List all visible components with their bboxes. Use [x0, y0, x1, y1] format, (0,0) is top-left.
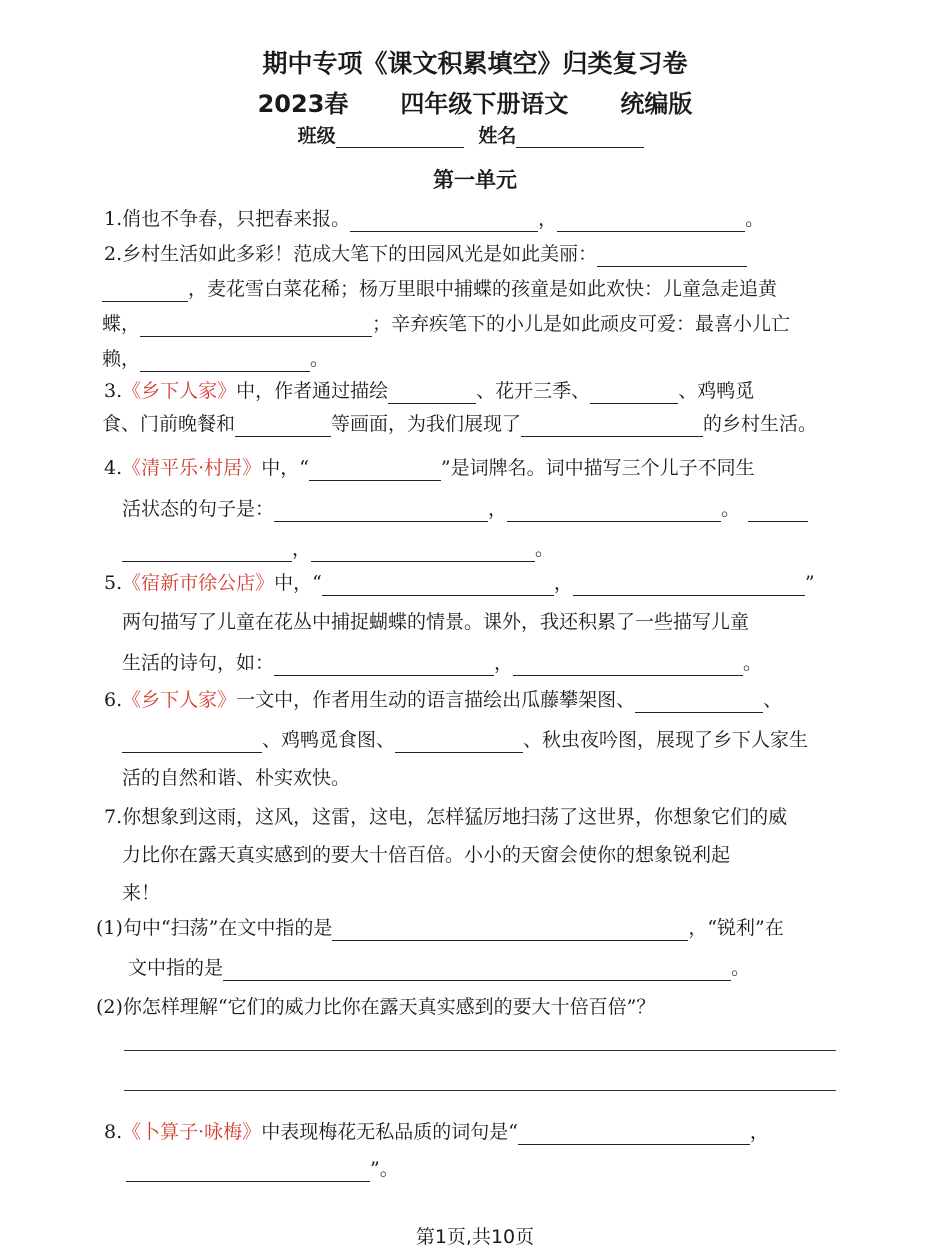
question-7-line-2: 力比你在露天真实感到的要大十倍百倍。小小的天窗会使你的想象锐利起 [122, 844, 731, 866]
answer-blank[interactable] [573, 573, 805, 596]
answer-blank[interactable] [140, 349, 310, 372]
question-7-sub-2: (2)你怎样理解“它们的威力比你在露天真实感到的要大十倍百倍”？ [96, 996, 656, 1018]
question-5-line-3: 生活的诗句，如： ， 。 [122, 652, 763, 674]
answer-blank[interactable] [140, 314, 372, 337]
student-info-row [0, 121, 950, 148]
answer-blank[interactable] [635, 690, 763, 713]
answer-blank[interactable] [102, 279, 188, 302]
question-4-line-2: 活状态的句子是： ， 。 [122, 496, 808, 522]
lesson-title: 《乡下人家》 [122, 689, 237, 711]
unit-title: 第一单元 [433, 168, 517, 192]
class-blank[interactable] [336, 127, 464, 148]
question-2-line-4: 赖， 。 [102, 348, 330, 370]
answer-line[interactable] [124, 1050, 836, 1051]
question-3: 3.《乡下人家》中，作者通过描绘 、花开三季、 、鸡鸭觅 [104, 380, 755, 402]
answer-blank[interactable] [309, 458, 441, 481]
answer-blank[interactable] [122, 730, 262, 753]
answer-blank[interactable] [590, 381, 678, 404]
question-8: 8.《卜算子·咏梅》中表现梅花无私品质的词句是“ ， [104, 1121, 769, 1143]
question-2-line-3: 蝶， ；辛弃疾笔下的小儿是如此顽皮可爱：最喜小儿亡 [102, 313, 791, 335]
worksheet-title: 期中专项《课文积累填空》归类复习卷 [262, 49, 688, 78]
answer-blank[interactable] [126, 1159, 370, 1182]
question-8-line-2: ”。 [126, 1156, 399, 1182]
answer-blank[interactable] [223, 958, 731, 981]
worksheet-subtitle [0, 84, 950, 119]
question-7-sub-1-line-2: 文中指的是 。 [128, 957, 751, 979]
lesson-title: 《卜算子·咏梅》 [122, 1121, 262, 1143]
answer-blank[interactable] [388, 381, 476, 404]
question-7: 7.你想象到这雨，这风，这雷，这电，怎样猛厉地扫荡了这世界，你想象它们的威 [104, 806, 788, 828]
question-6-line-2: 、鸡鸭觅食图、 、秋虫夜吟图，展现了乡下人家生 [122, 727, 808, 753]
answer-blank[interactable] [748, 499, 808, 522]
answer-blank[interactable] [350, 209, 538, 232]
answer-blank[interactable] [521, 414, 703, 437]
question-5-line-2: 两句描写了儿童在花丛中捕捉蝴蝶的情景。课外，我还积累了一些描写儿童 [122, 611, 750, 633]
answer-blank[interactable] [597, 244, 747, 267]
answer-blank[interactable] [274, 653, 494, 676]
question-6-line-3: 活的自然和谐、朴实欢快。 [122, 767, 351, 789]
question-5: 5.《宿新市徐公店》中，“ ， ” [104, 572, 815, 594]
answer-blank[interactable] [332, 918, 688, 941]
answer-line[interactable] [124, 1090, 836, 1091]
question-1: 1.俏也不争春，只把春来报。 ， 。 [104, 208, 765, 230]
question-7-sub-1: (1)句中“扫荡”在文中指的是 ，“锐利”在 [96, 917, 784, 939]
question-4: 4.《清平乐·村居》中，“ ”是词牌名。词中描写三个儿子不同生 [104, 457, 755, 479]
page-number: 第1页,共10页 [415, 1226, 535, 1248]
answer-blank[interactable] [395, 730, 523, 753]
answer-blank[interactable] [322, 573, 554, 596]
edition-label: 统编版 [620, 90, 693, 118]
name-blank[interactable] [516, 127, 644, 148]
question-7-line-3: 来！ [122, 882, 161, 904]
question-3-line-2: 食、门前晚餐和 等画面，为我们展现了 的乡村生活。 [102, 413, 818, 435]
answer-blank[interactable] [235, 414, 331, 437]
year-label: 2023春 [257, 90, 349, 118]
answer-blank[interactable] [557, 209, 745, 232]
question-2-line-2: ，麦花雪白菜花稀；杨万里眼中捕蝶的孩童是如此欢快：儿童急走追黄 [102, 276, 777, 302]
answer-blank[interactable] [274, 499, 488, 522]
answer-blank[interactable] [518, 1122, 750, 1145]
lesson-title: 《清平乐·村居》 [122, 457, 262, 479]
question-2: 2.乡村生活如此多彩！范成大笔下的田园风光是如此美丽： [104, 241, 747, 267]
answer-blank[interactable] [311, 539, 535, 562]
class-label: 班级 [297, 125, 336, 147]
answer-blank[interactable] [122, 539, 292, 562]
lesson-title: 《宿新市徐公店》 [122, 572, 275, 594]
lesson-title: 《乡下人家》 [122, 380, 237, 402]
question-6: 6.《乡下人家》一文中，作者用生动的语言描绘出瓜藤攀架图、 、 [104, 689, 783, 711]
grade-label: 四年级下册语文 [400, 90, 569, 118]
answer-blank[interactable] [507, 499, 721, 522]
name-label: 姓名 [478, 125, 517, 147]
answer-blank[interactable] [513, 653, 743, 676]
question-4-line-3: ， 。 [122, 536, 554, 562]
